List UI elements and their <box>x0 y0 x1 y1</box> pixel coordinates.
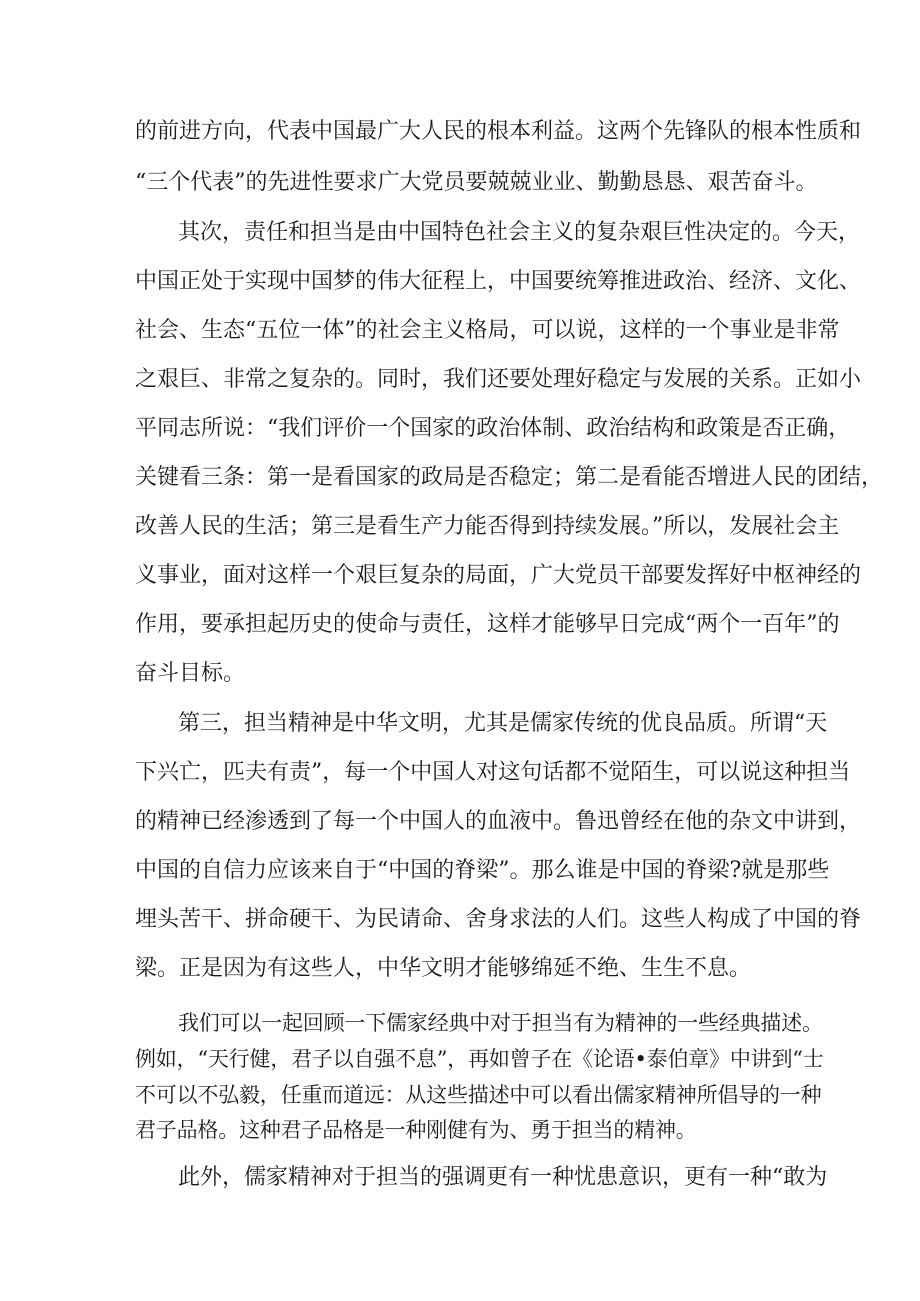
text-line: 社会、生态“五位一体”的社会主义格局，可以说，这样的一个事业是非常 <box>135 318 840 343</box>
text-line: 梁。正是因为有这些人，中华文明才能够绵延不绝、生生不息。 <box>135 956 752 981</box>
text-line: 奋斗目标。 <box>135 661 246 686</box>
text-line: 例如，“天行健，君子以自强不息”，再如曾子在《论语•泰伯章》中讲到“士 <box>135 1047 824 1071</box>
text-line: 之艰巨、非常之复杂的。同时，我们还要处理好稳定与发展的关系。正如小 <box>135 367 862 392</box>
text-line: 作用，要承担起历史的使命与责任，这样才能够早日完成“两个一百年”的 <box>135 612 840 637</box>
text-line: 关键看三条：第一是看国家的政局是否稳定；第二是看能否增进人民的团结， <box>135 465 884 490</box>
text-line: 下兴亡，匹夫有责”，每一个中国人对这句话都不觉陌生，可以说这种担当 <box>135 760 851 785</box>
text-line: 此外，儒家精神对于担当的强调更有一种忧患意识，更有一种“敢为 <box>178 1165 828 1190</box>
text-line: “三个代表”的先进性要求广大党员要兢兢业业、勤勤恳恳、艰苦奋斗。 <box>135 170 818 195</box>
text-line: 埋头苦干、拼命硬干、为民请命、舍身求法的人们。这些人构成了中国的脊 <box>135 907 862 932</box>
text-line: 君子品格。这种君子品格是一种刚健有为、勇于担当的精神。 <box>135 1118 697 1142</box>
text-line: 中国的自信力应该来自于“中国的脊梁”。那么谁是中国的脊梁?就是那些 <box>135 858 830 883</box>
text-line: 改善人民的生活；第三是看生产力能否得到持续发展。”所以，发展社会主 <box>135 514 840 539</box>
text-line: 中国正处于实现中国梦的伟大征程上，中国要统筹推进政治、经济、文化、 <box>135 269 862 294</box>
text-line: 不可以不弘毅，任重而道远：从这些描述中可以看出儒家精神所倡导的一种 <box>135 1083 822 1107</box>
text-line: 第三，担当精神是中华文明，尤其是儒家传统的优良品质。所谓“天 <box>178 711 828 736</box>
text-line: 其次，责任和担当是由中国特色社会主义的复杂艰巨性决定的。今天， <box>178 220 861 245</box>
text-line: 的前进方向，代表中国最广大人民的根本利益。这两个先锋队的根本性质和 <box>135 119 862 144</box>
text-line: 义事业，面对这样一个艰巨复杂的局面，广大党员干部要发挥好中枢神经的 <box>135 563 862 588</box>
text-line: 我们可以一起回顾一下儒家经典中对于担当有为精神的一些经典描述。 <box>178 1011 823 1035</box>
text-line: 的精神已经渗透到了每一个中国人的血液中。鲁迅曾经在他的杂文中讲到， <box>135 809 862 834</box>
text-line: 平同志所说：“我们评价一个国家的政治体制、政治结构和政策是否正确， <box>135 416 851 441</box>
